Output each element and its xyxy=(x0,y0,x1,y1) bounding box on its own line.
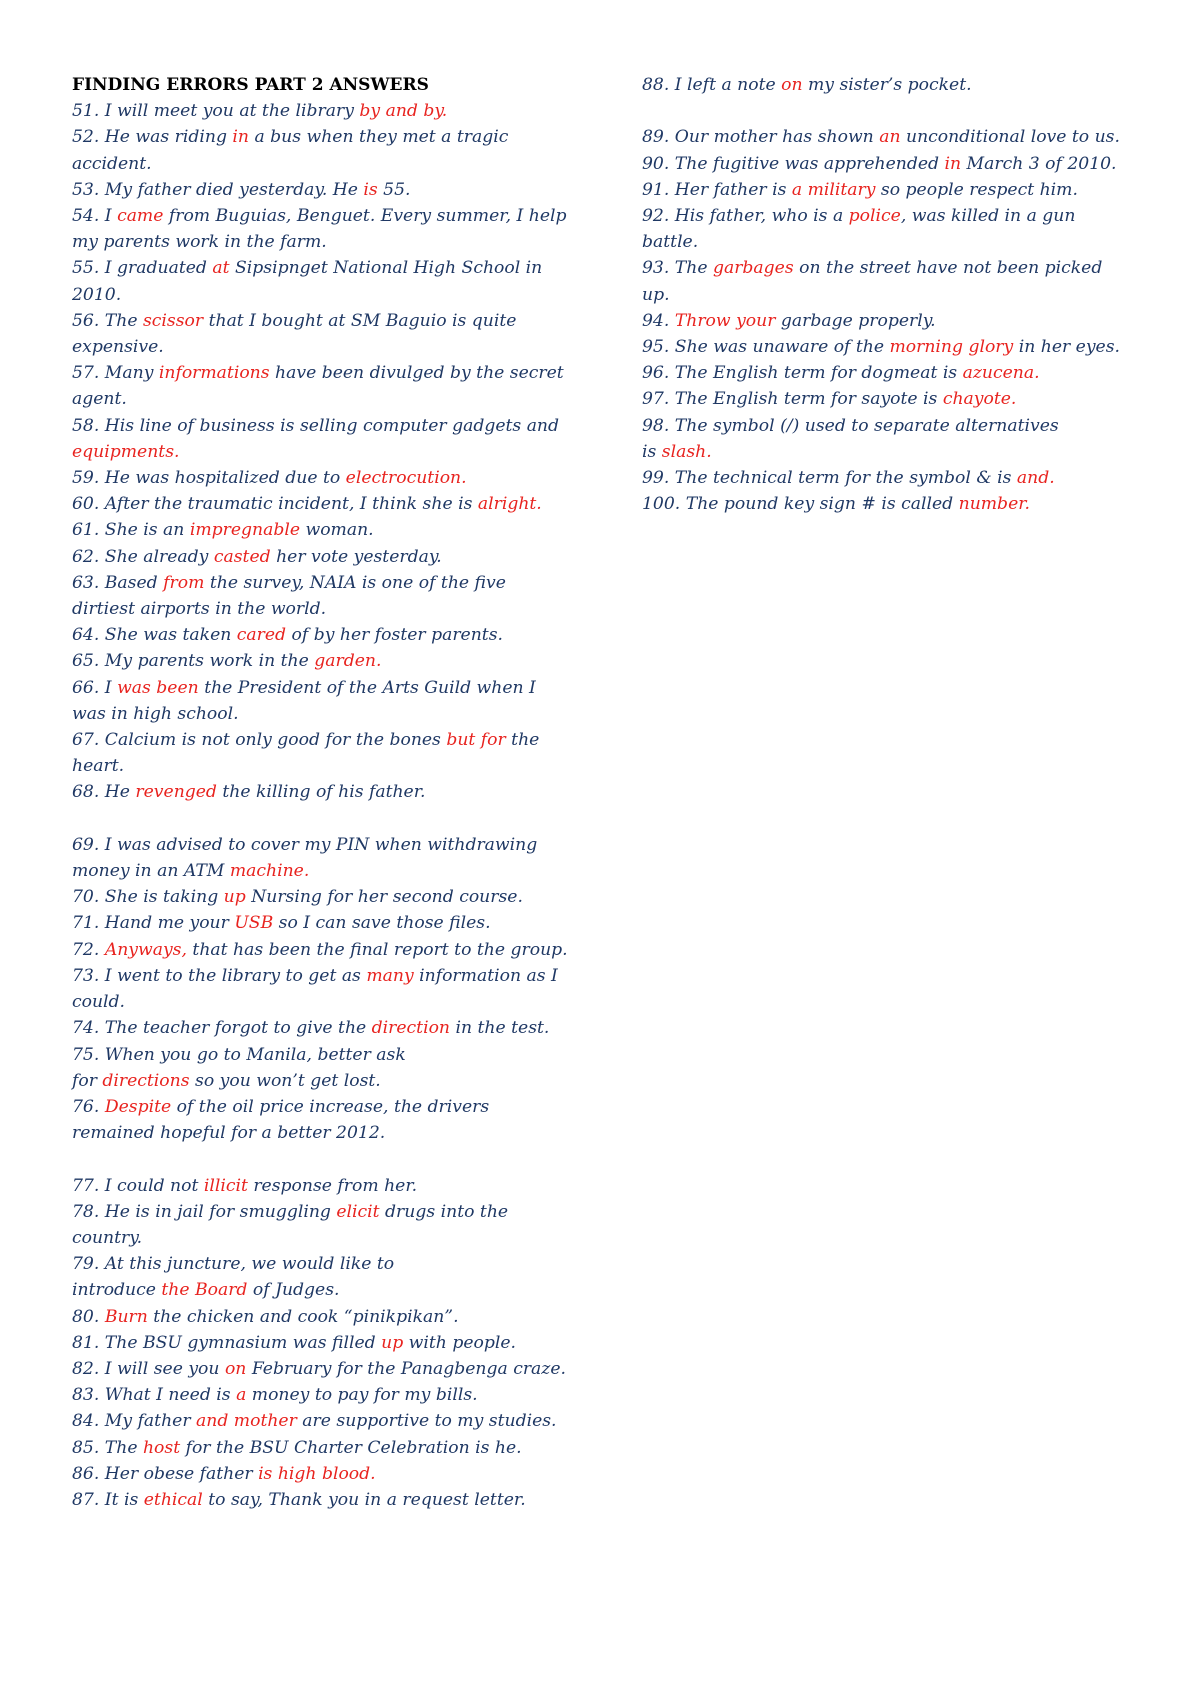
answer-text: so I can save those files. xyxy=(273,913,491,934)
answer-text: 51. I will meet you at the library xyxy=(72,101,360,122)
answer-text: 55. I graduated xyxy=(72,258,213,279)
answer-text: woman. xyxy=(300,520,374,541)
answer-item xyxy=(642,203,1132,255)
answer-text: on the street have not been picked up. xyxy=(642,258,1103,305)
answer-text: 77. I could not xyxy=(72,1175,204,1196)
corrected-error-text: host xyxy=(142,1437,181,1458)
answer-text: 66. I xyxy=(72,677,118,698)
answer-text: 92. His father, who is a xyxy=(642,206,849,226)
answer-item xyxy=(642,124,1132,150)
answer-text: that has been the final report to the group. xyxy=(186,939,568,960)
answer-item xyxy=(72,465,572,491)
answer-item xyxy=(72,779,572,805)
answer-text: 52. He was riding xyxy=(72,127,233,148)
answer-text: 80. xyxy=(72,1306,105,1327)
answer-text: have been divulged by the secret agent. xyxy=(72,363,564,410)
answer-item xyxy=(642,386,1132,412)
answer-text: 76. xyxy=(72,1096,105,1117)
answer-text: 88. I left a note xyxy=(642,75,782,95)
answer-text: 96. The English term for dogmeat is xyxy=(642,363,963,384)
answer-text: 56. The xyxy=(72,310,143,331)
corrected-error-text: up xyxy=(381,1332,404,1353)
answer-text: is xyxy=(642,441,662,462)
answer-text: that I bought at SM Baguio is quite expensive. xyxy=(72,310,517,358)
corrected-error-text: elicit xyxy=(336,1201,380,1222)
answer-text: with people. xyxy=(403,1332,516,1353)
corrected-error-text: equipments. xyxy=(72,441,180,462)
answer-item xyxy=(72,1199,572,1251)
answer-item xyxy=(642,465,1132,491)
answer-text: for xyxy=(72,1070,103,1091)
answer-item xyxy=(72,1461,572,1487)
answer-item xyxy=(642,360,1132,386)
answer-text: 57. Many xyxy=(72,363,159,384)
answer-text: March 3 of 2010. xyxy=(961,153,1117,174)
answer-text: money to pay for my bills. xyxy=(246,1385,478,1406)
answer-item xyxy=(642,413,1132,439)
corrected-error-text: informations xyxy=(158,363,270,384)
answer-text: 63. Based xyxy=(72,572,164,593)
corrected-error-text: on xyxy=(781,75,803,95)
answer-text: 85. The xyxy=(72,1437,143,1458)
answer-text: 97. The English term for sayote is xyxy=(642,389,943,410)
answer-item xyxy=(72,1068,572,1094)
answer-item xyxy=(72,1304,572,1330)
answer-text: in her eyes. xyxy=(1013,337,1121,358)
corrected-error-text: casted xyxy=(213,546,271,567)
corrected-error-text: was been xyxy=(117,677,199,698)
answer-text: 81. The BSU gymnasium was filled xyxy=(72,1332,382,1353)
answer-text: 69. I was advised to cover my PIN when withdrawing money in an ATM xyxy=(72,834,538,882)
answer-item xyxy=(72,622,572,648)
answer-item xyxy=(72,308,572,360)
answer-item xyxy=(72,517,572,543)
answer-item xyxy=(72,177,572,203)
answer-text: 74. The teacher forgot to give the xyxy=(72,1018,372,1039)
corrected-error-text: Throw your xyxy=(674,310,776,331)
answer-text: 95. She was unaware of the xyxy=(642,337,890,358)
answer-text: 71. Hand me your xyxy=(72,913,235,934)
answer-item xyxy=(72,1356,572,1382)
answer-item xyxy=(72,360,572,412)
answer-text: 78. He is in jail for smuggling xyxy=(72,1201,337,1222)
corrected-error-text: a xyxy=(236,1385,247,1406)
answer-text: her vote yesterday. xyxy=(270,546,442,567)
answer-item xyxy=(72,98,572,124)
corrected-error-text: alright. xyxy=(477,494,542,515)
answer-text: 60. After the traumatic incident, I think she is xyxy=(72,494,478,515)
answer-item xyxy=(72,675,572,727)
answer-text: so people respect him. xyxy=(875,179,1078,200)
answer-text: so you won’t get lost. xyxy=(189,1070,381,1091)
answer-text: 68. He xyxy=(72,782,136,803)
corrected-error-text: but for xyxy=(446,730,506,751)
corrected-error-text: scissor xyxy=(142,310,204,331)
corrected-error-text: Despite xyxy=(104,1096,172,1117)
answer-text: 100. The pound key sign # is called xyxy=(642,494,959,515)
corrected-error-text: impregnable xyxy=(189,520,301,541)
answer-item xyxy=(72,1382,572,1408)
answer-item xyxy=(72,124,572,176)
answer-text: 61. She is an xyxy=(72,520,190,541)
corrected-error-text: chayote. xyxy=(942,389,1017,410)
answer-item xyxy=(72,1277,572,1303)
answer-text: to say, Thank you in a request letter. xyxy=(202,1489,526,1510)
answer-text: 99. The technical term for the symbol & is xyxy=(642,468,1017,489)
corrected-error-text: police xyxy=(848,206,901,226)
corrected-error-text: direction xyxy=(371,1018,451,1039)
answer-item xyxy=(72,910,572,936)
corrected-error-text: an xyxy=(879,127,901,148)
corrected-error-text: slash. xyxy=(661,441,712,462)
answer-item xyxy=(642,151,1132,177)
answer-item xyxy=(72,255,572,307)
answer-text: 90. The fugitive was apprehended xyxy=(642,153,945,174)
answer-item xyxy=(642,334,1132,360)
answer-text: for the BSU Charter Celebration is he. xyxy=(180,1437,522,1458)
answer-item xyxy=(72,570,572,622)
answer-text: 98. The symbol (/) used to separate alternatives xyxy=(642,415,1059,436)
answer-text: response from her. xyxy=(247,1175,418,1196)
corrected-error-text: Burn xyxy=(104,1306,148,1327)
answer-item xyxy=(72,544,572,570)
answer-item xyxy=(72,1435,572,1461)
answer-item xyxy=(72,1408,572,1434)
corrected-error-text: revenged xyxy=(135,782,217,803)
answer-text: information as I could. xyxy=(72,965,558,1013)
corrected-error-text: garbages xyxy=(712,258,794,279)
corrected-error-text: by and by. xyxy=(359,101,448,122)
answer-text: 93. The xyxy=(642,258,713,279)
answer-item xyxy=(72,648,572,674)
corrected-error-text: Anyways, xyxy=(104,939,187,960)
answer-item xyxy=(72,1094,572,1146)
answer-text: 58. His line of business is selling computer gadgets and xyxy=(72,415,560,436)
answer-item xyxy=(72,1251,572,1277)
answer-text: 89. Our mother has shown xyxy=(642,127,880,148)
answer-item xyxy=(72,1330,572,1356)
answer-text: the President of the Arts Guild when I was in high school. xyxy=(72,677,536,724)
blank-line xyxy=(642,98,1132,124)
answer-item xyxy=(642,308,1132,334)
answer-text: 73. I went to the library to get as xyxy=(72,965,367,986)
answer-text: 83. What I need is xyxy=(72,1385,237,1406)
answer-text: 62. She already xyxy=(72,546,214,567)
corrected-error-text: is high blood. xyxy=(258,1463,376,1484)
answer-text: unconditional love to us. xyxy=(900,127,1120,148)
answer-text: 82. I will see you xyxy=(72,1358,225,1379)
answer-text: the survey, NAIA is one of the five dirtiest airports in the world. xyxy=(72,572,506,620)
corrected-error-text: on xyxy=(224,1358,247,1379)
answer-item xyxy=(72,1015,572,1041)
corrected-error-text: in xyxy=(232,127,249,148)
answer-text: 65. My parents work in the xyxy=(72,651,315,672)
answer-text: 75. When you go to Manila, better ask xyxy=(72,1044,406,1065)
corrected-error-text: came xyxy=(117,206,164,227)
corrected-error-text: many xyxy=(366,965,414,986)
answer-item xyxy=(642,72,1132,98)
corrected-error-text: the Board xyxy=(161,1280,248,1301)
corrected-error-text: illicit xyxy=(203,1175,248,1196)
answer-text: of the oil price increase, the drivers remained hopeful for a better 2012. xyxy=(72,1096,490,1144)
answer-text: 64. She was taken xyxy=(72,625,237,646)
answer-item xyxy=(72,937,572,963)
corrected-error-text: and. xyxy=(1016,468,1055,489)
corrected-error-text: cared xyxy=(236,625,287,646)
answer-text: garbage properly. xyxy=(775,310,936,331)
answer-item xyxy=(642,255,1132,307)
corrected-error-text: azucena. xyxy=(962,363,1040,384)
answer-text: in the test. xyxy=(450,1018,550,1039)
corrected-error-text: from xyxy=(163,572,205,593)
answer-item xyxy=(642,439,1132,465)
answer-item xyxy=(72,491,572,517)
answer-text: Nursing for her second course. xyxy=(245,887,523,908)
answer-text: of Judges. xyxy=(247,1280,340,1301)
right-column xyxy=(642,72,1132,517)
answer-text: 54. I xyxy=(72,206,118,227)
corrected-error-text: directions xyxy=(102,1070,190,1091)
corrected-error-text: up xyxy=(223,887,246,908)
answer-text: from Buguias, Benguet. Every summer, I help my parents work in the farm. xyxy=(72,206,567,253)
answer-text: of by her foster parents. xyxy=(286,625,503,646)
corrected-error-text: USB xyxy=(234,913,274,934)
answer-item xyxy=(642,177,1132,203)
answer-text: the chicken and cook “pinikpikan”. xyxy=(147,1306,459,1327)
answer-item xyxy=(72,1487,572,1513)
corrected-error-text: and mother xyxy=(196,1411,297,1432)
answer-text: 91. Her father is xyxy=(642,179,792,200)
answer-item xyxy=(72,203,572,255)
answer-text: 87. It is xyxy=(72,1489,144,1510)
answer-item xyxy=(72,1042,572,1068)
answer-item xyxy=(72,413,572,465)
corrected-error-text: a military xyxy=(791,179,876,200)
answer-text: drugs into the country. xyxy=(72,1201,509,1248)
answer-text: 86. Her obese father xyxy=(72,1463,259,1484)
corrected-error-text: in xyxy=(944,153,962,174)
answer-text: the killing of his father. xyxy=(216,782,426,803)
answer-text: are supportive to my studies. xyxy=(296,1411,557,1432)
answer-text: , was killed in a gun battle. xyxy=(642,206,1076,253)
answer-text: 70. She is taking xyxy=(72,887,224,908)
answer-text: 94. xyxy=(642,310,675,331)
answer-text: 53. My father died yesterday. He xyxy=(72,179,364,200)
answer-text: a bus when they met a tragic accident. xyxy=(72,127,509,174)
answer-text: introduce xyxy=(72,1280,162,1301)
page-title: FINDING ERRORS PART 2 ANSWERS xyxy=(72,75,429,95)
corrected-error-text: morning glory xyxy=(889,337,1014,358)
answer-item xyxy=(72,727,572,779)
answer-text: 79. At this juncture, we would like to xyxy=(72,1254,395,1275)
corrected-error-text: garden. xyxy=(314,651,382,672)
answer-text: 84. My father xyxy=(72,1411,197,1432)
corrected-error-text: is xyxy=(363,179,378,200)
blank-line xyxy=(72,806,572,832)
corrected-error-text: at xyxy=(212,258,230,279)
answer-text: 72. xyxy=(72,939,105,960)
corrected-error-text: number. xyxy=(958,494,1031,515)
answer-item xyxy=(72,1173,572,1199)
answer-text: my sister’s pocket. xyxy=(802,75,972,95)
answer-item xyxy=(72,884,572,910)
answer-item xyxy=(72,963,572,1015)
answer-text: 55. xyxy=(377,179,411,200)
answer-text: 59. He was hospitalized due to xyxy=(72,468,346,489)
left-column xyxy=(72,72,572,1513)
answer-text: 67. Calcium is not only good for the bones xyxy=(72,730,447,751)
blank-line xyxy=(72,1146,572,1172)
answer-text: Sipsipnget National High School in 2010. xyxy=(72,258,543,305)
corrected-error-text: electrocution. xyxy=(345,468,467,489)
answer-item xyxy=(642,491,1132,517)
corrected-error-text: ethical xyxy=(143,1489,203,1510)
corrected-error-text: machine. xyxy=(229,861,310,882)
answer-text: the heart. xyxy=(72,730,540,777)
answer-item xyxy=(72,832,572,884)
answer-text: February for the Panagbenga craze. xyxy=(246,1358,566,1379)
